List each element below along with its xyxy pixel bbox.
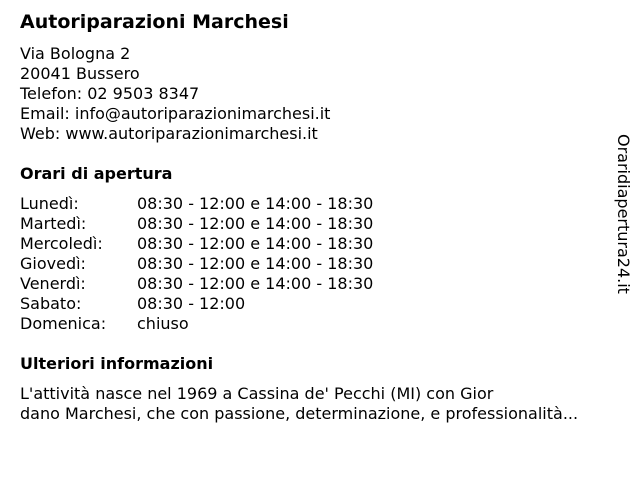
hours-row (20, 194, 440, 214)
hours-row (20, 274, 440, 294)
hours-day: Venerdì: (20, 274, 86, 293)
hours-time: 08:30 - 12:00 e 14:00 - 18:30 (137, 274, 374, 293)
hours-day: Mercoledì: (20, 234, 103, 253)
hours-day: Domenica: (20, 314, 107, 333)
hours-time: 08:30 - 12:00 e 14:00 - 18:30 (137, 254, 374, 273)
website-address: Web: www.autoriparazionimarchesi.it (20, 124, 318, 143)
hours-day: Martedì: (20, 214, 87, 233)
hours-time: chiuso (137, 314, 189, 333)
hours-row (20, 234, 440, 254)
info-line: L'attività nasce nel 1969 a Cassina de' Pecchi (MI) con Gior (20, 384, 494, 403)
hours-day: Sabato: (20, 294, 82, 313)
hours-time: 08:30 - 12:00 e 14:00 - 18:30 (137, 194, 374, 213)
hours-row (20, 314, 440, 334)
email-address: Email: info@autoriparazionimarchesi.it (20, 104, 331, 123)
address-street: Via Bologna 2 (20, 44, 131, 63)
info-description (20, 384, 578, 424)
hours-heading: Orari di apertura (20, 164, 173, 183)
business-name: Autoriparazioni Marchesi (20, 11, 289, 33)
address-city: 20041 Bussero (20, 64, 140, 83)
hours-time: 08:30 - 12:00 e 14:00 - 18:30 (137, 214, 374, 233)
info-line: dano Marchesi, che con passione, determinazione, e professionalità... (20, 404, 579, 423)
hours-row (20, 254, 440, 274)
phone-number: Telefon: 02 9503 8347 (20, 84, 200, 103)
opening-hours-table (20, 194, 440, 334)
watermark-text: Oraridiapertura24.it (614, 134, 633, 294)
contact-block (20, 44, 330, 144)
hours-time: 08:30 - 12:00 (137, 294, 246, 313)
hours-row (20, 214, 440, 234)
info-heading: Ulteriori informazioni (20, 354, 214, 373)
watermark (612, 134, 634, 312)
hours-day: Lunedì: (20, 194, 79, 213)
hours-row (20, 294, 440, 314)
hours-day: Giovedì: (20, 254, 86, 273)
hours-time: 08:30 - 12:00 e 14:00 - 18:30 (137, 234, 374, 253)
